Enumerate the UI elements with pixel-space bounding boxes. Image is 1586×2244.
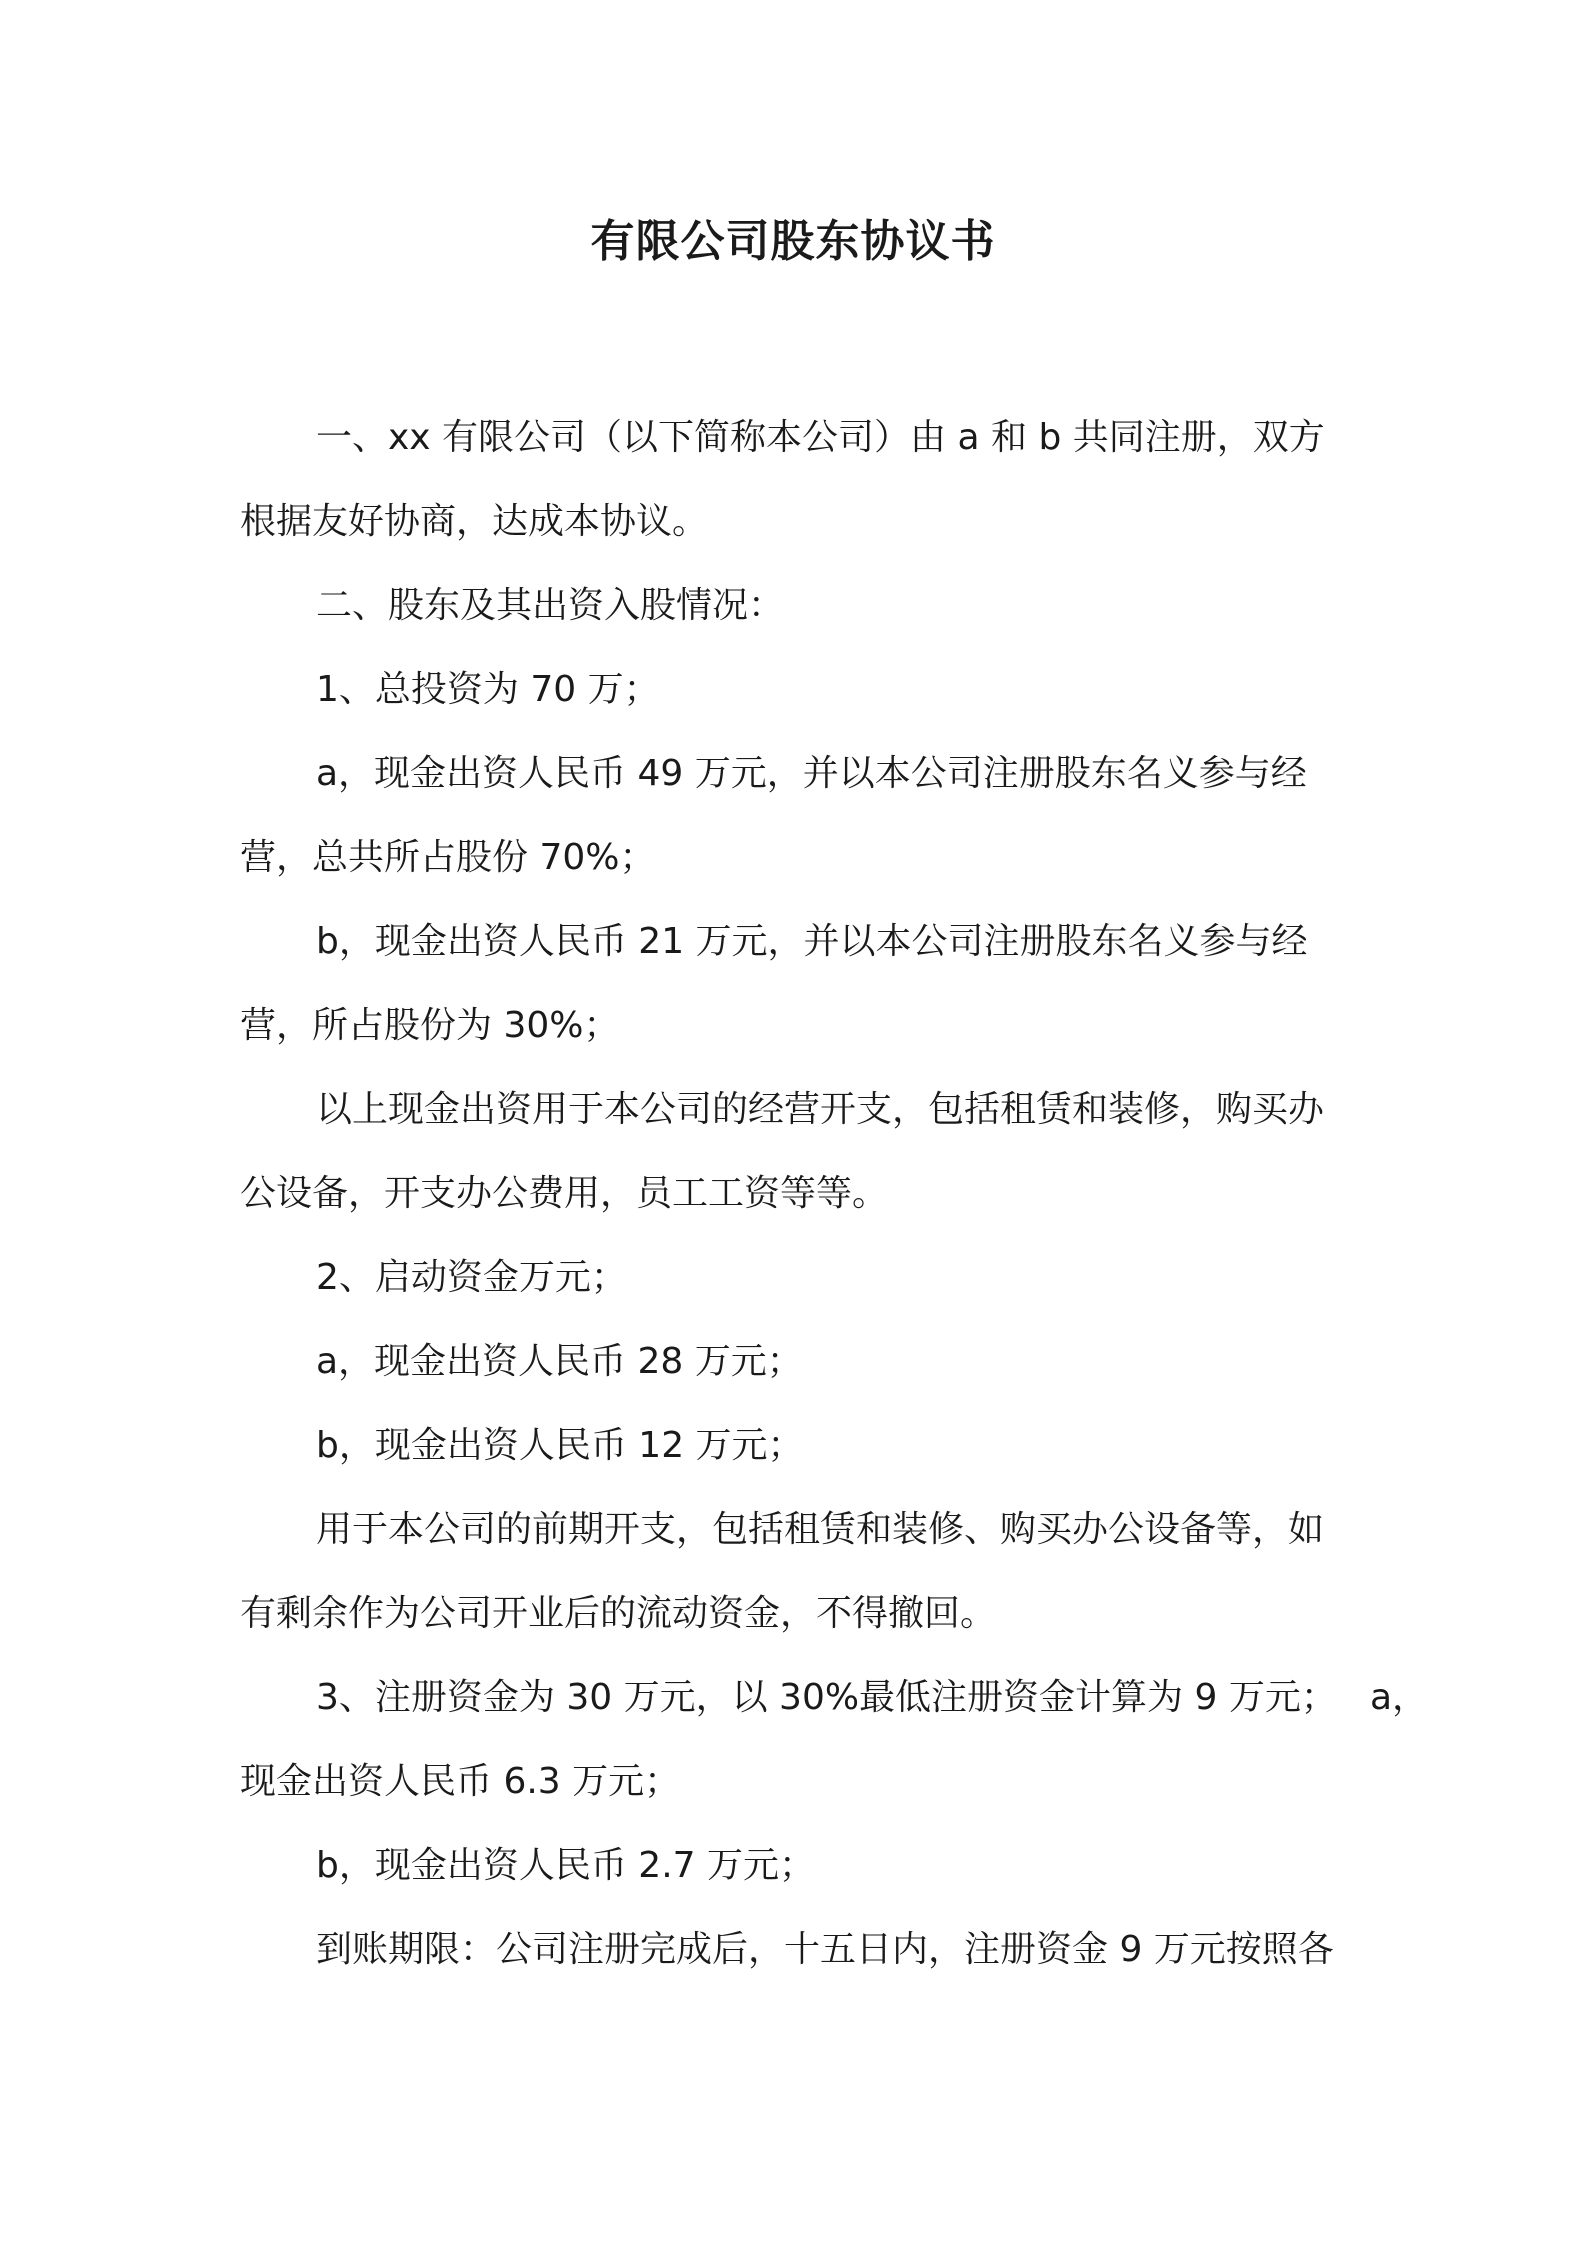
document-title: 有限公司股东协议书 — [590, 216, 996, 267]
startup-b-contribution: b，现金出资人民币 12 万元； — [316, 1425, 804, 1466]
shareholder-a-line-1: a，现金出资人民币 49 万元，并以本公司注册股东名义参与经 — [316, 753, 1307, 794]
item-1-total-investment: 1、总投资为 70 万； — [316, 669, 660, 710]
registered-a-contribution: 现金出资人民币 6.3 万元； — [240, 1761, 681, 1802]
registered-b-contribution: b，现金出资人民币 2.7 万元； — [316, 1845, 815, 1886]
funds-usage-line-2: 公设备，开支办公费用，员工工资等等。 — [240, 1173, 889, 1214]
section-2-heading: 二、股东及其出资入股情况： — [316, 585, 785, 626]
registered-a-label: a， — [1369, 1677, 1428, 1718]
startup-a-contribution: a，现金出资人民币 28 万元； — [316, 1341, 803, 1382]
item-2-startup-funds: 2、启动资金万元； — [316, 1257, 627, 1298]
shareholder-a-line-2: 营，总共所占股份 70%； — [240, 837, 656, 878]
funds-usage-line-1: 以上现金出资用于本公司的经营开支，包括租赁和装修，购买办 — [316, 1089, 1325, 1130]
shareholder-b-line-2: 营，所占股份为 30%； — [240, 1005, 620, 1046]
paragraph-1-line-2: 根据友好协商，达成本协议。 — [240, 501, 709, 542]
payment-deadline-line: 到账期限：公司注册完成后，十五日内，注册资金 9 万元按照各 — [316, 1929, 1334, 1970]
registered-capital-text: 3、注册资金为 30 万元，以 30%最低注册资金计算为 9 万元； — [316, 1677, 1337, 1718]
paragraph-1-line-1: 一、xx 有限公司（以下简称本公司）由 a 和 b 共同注册，双方 — [316, 417, 1325, 458]
startup-usage-line-2: 有剩余作为公司开业后的流动资金，不得撤回。 — [240, 1593, 997, 1634]
item-3-registered-capital-line-1 — [316, 1674, 1428, 1722]
shareholder-b-line-1: b，现金出资人民币 21 万元，并以本公司注册股东名义参与经 — [316, 921, 1308, 962]
startup-usage-line-1: 用于本公司的前期开支，包括租赁和装修、购买办公设备等，如 — [316, 1509, 1325, 1550]
